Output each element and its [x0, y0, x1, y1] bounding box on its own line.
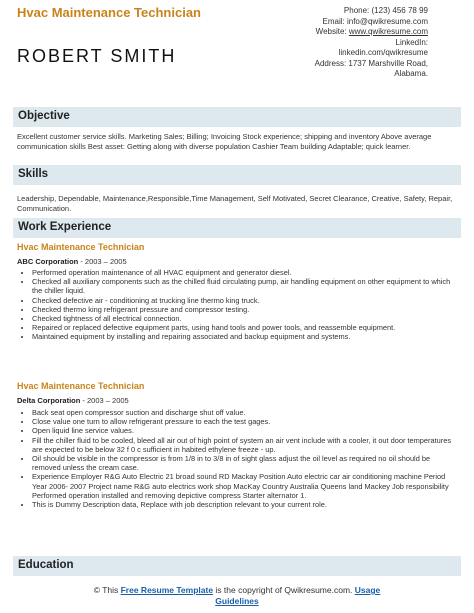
job-1-bullets: [21, 268, 454, 342]
job-1-dates: - 2003 – 2005: [78, 257, 127, 266]
contact-email: Email: info@qwikresume.com: [322, 16, 428, 26]
list-item: • This is Dummy Description data, Replace with job description relevant to your current role.: [32, 500, 454, 509]
list-item: • Repaired or replaced defective equipment parts, using hand tools and power tools, and reassemble equipment.: [32, 323, 454, 332]
list-item: • Checked thermo king refrigerant pressure and compressor testing.: [32, 305, 454, 314]
list-item: • Checked defective air - conditioning at trucking line thermo king truck.: [32, 296, 454, 305]
education-section-header: [13, 556, 461, 576]
copyright-footer: [0, 585, 474, 607]
list-item: • Oil should be visible in the compressor is from 1/8 in to 3/8 in of sight glass adjust the oil level as required no oil should be removed unless the cream case.: [32, 454, 454, 472]
website-link[interactable]: www.qwikresume.com: [348, 27, 428, 36]
job-1-title: Hvac Maintenance Technician: [17, 242, 145, 252]
candidate-name: ROBERT SMITH: [17, 46, 177, 66]
website-label: Website:: [315, 27, 349, 36]
list-item: • Back seat open compressor suction and discharge shut off value.: [32, 408, 454, 417]
job-1-company-line: [17, 257, 127, 266]
contact-website: [228, 27, 428, 38]
contact-address-line2: Alabama.: [394, 69, 428, 78]
contact-phone: Phone: (123) 456 78 99: [343, 6, 428, 15]
job-1-company: ABC Corporation: [17, 257, 79, 266]
skills-heading: Skills: [18, 168, 49, 180]
list-item: • Performed operation maintenance of all HVAC equipment and generator diesel.: [32, 268, 454, 277]
objective-text: Excellent customer service skills. Marketing Sales; Billing; Invoicing Stock experience; shipping and inventory Above average communication skills Best asset: Getting along with diverse population Cashier Team building Adaptable; quick learner.: [17, 132, 432, 151]
free-resume-template-link[interactable]: Free Resume Template: [120, 585, 214, 595]
work-experience-heading: Work Experience: [18, 221, 112, 233]
objective-section-header: [13, 107, 461, 127]
contact-linkedin-label: LinkedIn:: [395, 37, 428, 47]
skills-text: Leadership, Dependable, Maintenance,Responsible,Time Management, Self Motivated, Secret Clearance, Creative, Safety, Repair, Communication.: [17, 194, 453, 213]
list-item: • Open liquid line service values.: [32, 426, 454, 435]
work-experience-section-header: [13, 218, 461, 238]
list-item: • Checked all auxiliary components such as the chilled fluid circulating pump, air handling equipment on other equipment to which the chiller liquid.: [32, 277, 454, 295]
education-heading: Education: [18, 559, 74, 571]
footer-prefix: © This: [93, 585, 121, 595]
contact-block: [228, 6, 428, 80]
usage-link[interactable]: Usage: [354, 585, 381, 595]
job-2-bullets: [21, 408, 454, 509]
list-item: • Checked tightness of all electrical connection.: [32, 314, 454, 323]
objective-heading: Objective: [18, 110, 70, 122]
list-item: • Experience Employer R&G Auto Electric 21 broad sound RD Mackay Position Auto electric car air conditioning machine Period Year 2006- 2007 Project name R&G auto electrics work shop MacKay Country Australia Queens land Mackey Job responsibility Performed operation installed and removing depictive compress Starter alternator 1.: [32, 472, 454, 500]
contact-address: Address: 1737 Marshville Road,: [314, 58, 428, 68]
job-2-company-line: [17, 396, 129, 405]
list-item: • Maintained equipment by installing and repairing associated and backup equipment and systems.: [32, 332, 454, 341]
job-2-company: Delta Corporation: [17, 396, 81, 405]
guidelines-link[interactable]: Guidelines: [215, 596, 259, 606]
contact-linkedin[interactable]: linkedin.com/qwikresume: [338, 48, 428, 57]
footer-middle: is the copyright of Qwikresume.com.: [213, 585, 355, 595]
job-title: Hvac Maintenance Technician: [17, 5, 201, 20]
list-item: • Fill the chiller fluid to be cooled, bleed all air out of high point of system an air vent include with a cooler, it out door temperatures are expected to be below 32 f 0 c sufficient in habited ethylene freeze - up.: [32, 436, 454, 454]
job-2-dates: - 2003 – 2005: [80, 396, 129, 405]
skills-section-header: [13, 165, 461, 185]
job-2-title: Hvac Maintenance Technician: [17, 381, 145, 391]
list-item: • Close value one turn to allow refrigerant pressure to each the test gages.: [32, 417, 454, 426]
